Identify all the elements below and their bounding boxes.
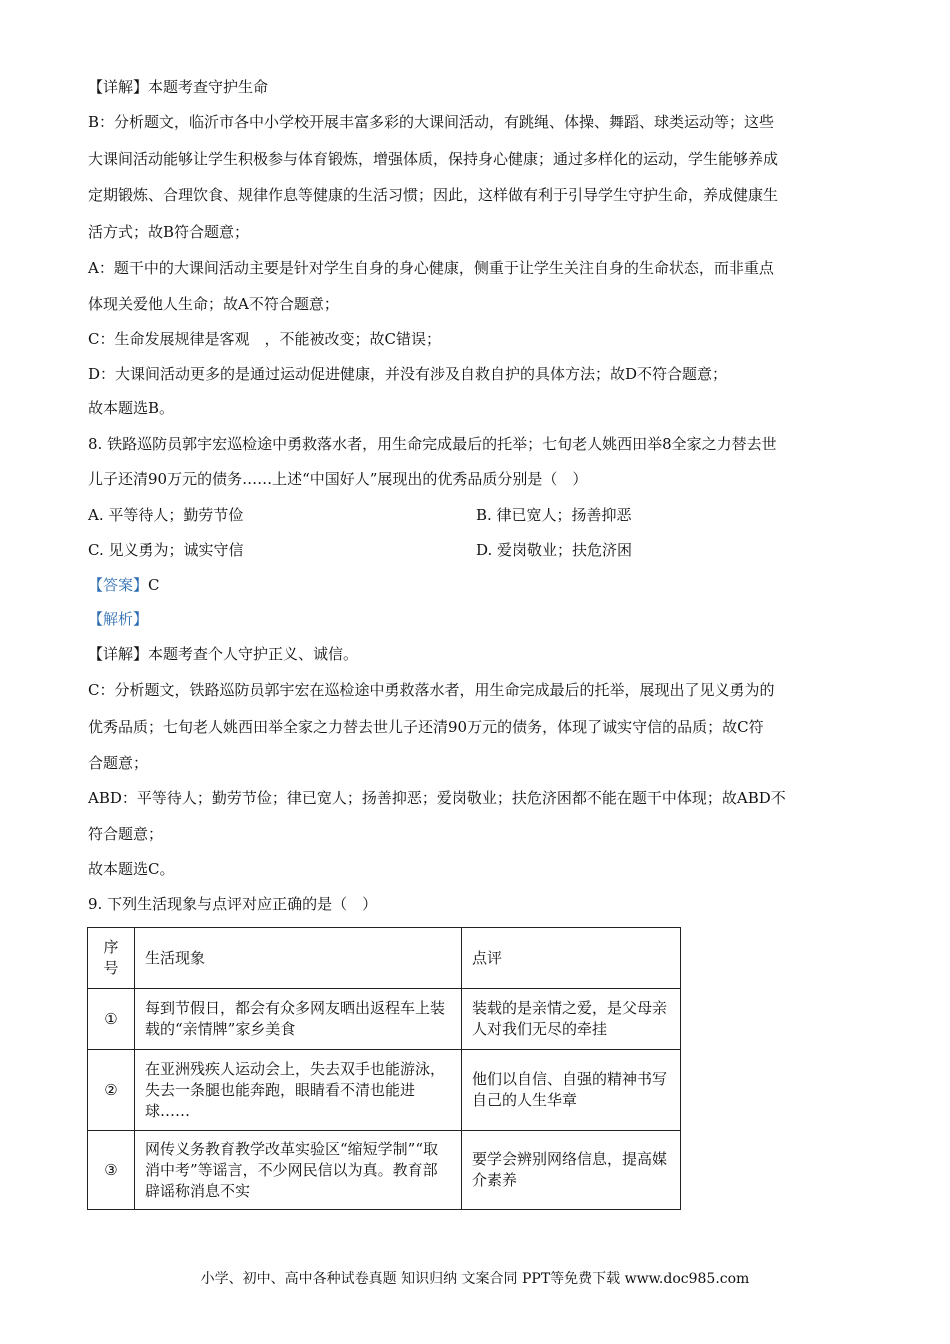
q8-option-a: A. 平等待人；勤劳节俭 <box>88 506 244 524</box>
row-number: ③ <box>88 1131 135 1210</box>
q8-stem-line-1: 8. 铁路巡防员郭宇宏巡检途中勇救落水者，用生命完成最后的托举；七旬老人姚西田举8全家之力替去世 <box>88 435 777 453</box>
q7-conclusion: 故本题选B。 <box>88 399 175 417</box>
q8-stem-line-2: 儿子还清90万元的债务……上述“中国好人”展现出的优秀品质分别是（ ） <box>88 470 588 488</box>
q7-a-line-2: 体现关爱他人生命；故A不符合题意； <box>88 295 339 313</box>
row-number: ① <box>88 989 135 1050</box>
q8-c-line-3: 合题意； <box>88 754 149 772</box>
row-phenomenon: 在亚洲残疾人运动会上，失去双手也能游泳，失去一条腿也能奔跑，眼睛看不清也能进球…… <box>135 1050 462 1131</box>
q8-option-d: D. 爱岗敬业；扶危济困 <box>476 541 633 559</box>
row-phenomenon: 网传义务教育教学改革实验区“缩短学制”“取消中考”等谣言，不少网民信以为真。教育部辟谣称消息不实 <box>135 1131 462 1210</box>
q8-answer: C <box>148 576 160 594</box>
q8-answer-line <box>88 574 160 596</box>
header-phenomenon: 生活现象 <box>135 928 462 989</box>
page-footer: 小学、初中、高中各种试卷真题 知识归纳 文案合同 PPT等免费下载 www.doc985.com <box>200 1271 750 1287</box>
row-comment: 要学会辨别网络信息，提高媒介素养 <box>462 1131 681 1210</box>
q8-option-b: B. 律已宽人；扬善抑恶 <box>476 506 632 524</box>
q8-detail: 【详解】本题考查个人守护正义、诚信。 <box>88 645 359 663</box>
q7-b-line-2: 大课间活动能够让学生积极参与体育锻炼，增强体质，保持身心健康；通过多样化的运动，学生能够养成 <box>88 150 779 168</box>
table-header-row <box>88 928 681 989</box>
q8-abd-line-2: 符合题意； <box>88 825 164 843</box>
q7-detail: 【详解】本题考查守护生命 <box>88 78 269 96</box>
table-row <box>88 1131 681 1210</box>
row-comment: 装载的是亲情之爱，是父母亲人对我们无尽的牵挂 <box>462 989 681 1050</box>
header-number: 序号 <box>88 928 135 989</box>
q9-table <box>87 927 681 1210</box>
q7-d-line: D：大课间活动更多的是通过运动促进健康，并没有涉及自救自护的具体方法；故D不符合题意； <box>88 365 728 383</box>
q7-b-line-4: 活方式；故B符合题意； <box>88 223 250 241</box>
table-row <box>88 989 681 1050</box>
q8-answer-tag: 【答案】 <box>88 576 149 594</box>
q7-c-line: C：生命发展规律是客观 ，不能被改变；故C错误； <box>88 330 441 348</box>
q8-c-line-2: 优秀品质；七旬老人姚西田举全家之力替去世儿子还清90万元的债务，体现了诚实守信的品质；故C符 <box>88 718 764 736</box>
row-phenomenon: 每到节假日，都会有众多网友晒出返程车上装载的“亲情牌”家乡美食 <box>135 989 462 1050</box>
row-comment: 他们以自信、自强的精神书写自己的人生华章 <box>462 1050 681 1131</box>
q8-conclusion: 故本题选C。 <box>88 860 175 878</box>
row-number: ② <box>88 1050 135 1131</box>
q8-abd-line-1: ABD：平等待人；勤劳节俭；律已宽人；扬善抑恶；爱岗敬业；扶危济困都不能在题干中体现；故ABD不 <box>88 789 786 807</box>
q7-b-line-1: B：分析题文，临沂市各中小学校开展丰富多彩的大课间活动，有跳绳、体操、舞蹈、球类运动等；这些 <box>88 113 775 131</box>
q7-a-line-1: A：题干中的大课间活动主要是针对学生自身的身心健康，侧重于让学生关注自身的生命状态，而非重点 <box>88 259 774 277</box>
header-comment: 点评 <box>462 928 681 989</box>
q8-option-c: C. 见义勇为；诚实守信 <box>88 541 244 559</box>
q9-stem: 9. 下列生活现象与点评对应正确的是（ ） <box>88 895 378 913</box>
q8-analysis-tag: 【解析】 <box>88 610 149 628</box>
q7-b-line-3: 定期锻炼、合理饮食、规律作息等健康的生活习惯；因此，这样做有利于引导学生守护生命，养成健康生 <box>88 186 779 204</box>
table-row <box>88 1050 681 1131</box>
q8-c-line-1: C：分析题文，铁路巡防员郭宇宏在巡检途中勇救落水者，用生命完成最后的托举，展现出了见义勇为的 <box>88 681 775 699</box>
